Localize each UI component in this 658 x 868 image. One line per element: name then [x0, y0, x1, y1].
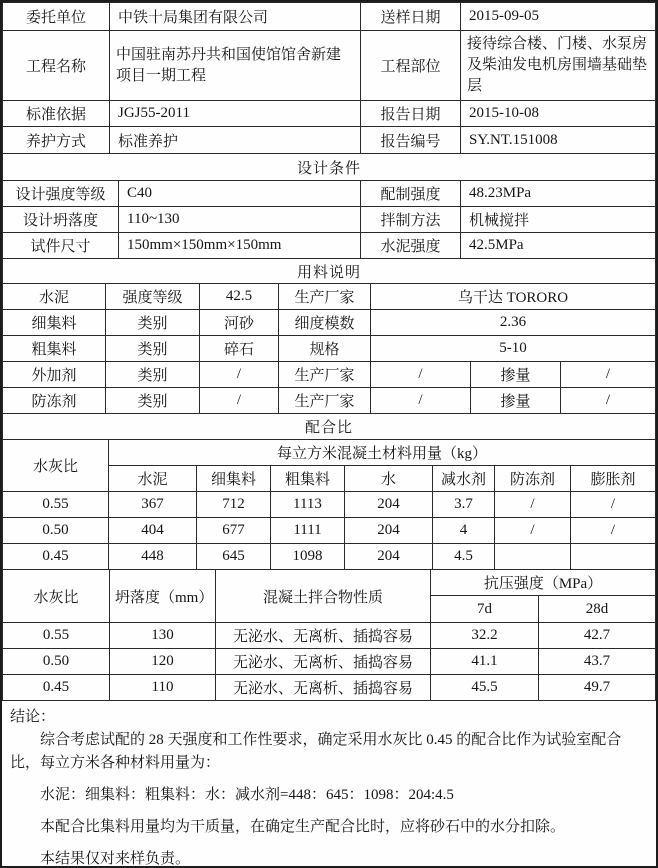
mix-cell	[495, 544, 571, 570]
standard-basis-value: JGJ55-2011	[110, 101, 361, 127]
specimen-size-label: 试件尺寸	[3, 233, 119, 259]
results-data-row	[3, 675, 656, 701]
mix-data-row	[3, 518, 656, 544]
material-manufacturer-value: /	[371, 388, 471, 414]
age-28d-header: 28d	[539, 596, 656, 623]
mix-data-row	[3, 544, 656, 570]
mix-cell: 712	[197, 492, 271, 518]
material-name-cell: 防冻剂	[3, 388, 106, 414]
results-data-row	[3, 649, 656, 675]
material-name-cell: 粗集料	[3, 336, 106, 362]
wcr-cell: 0.45	[3, 675, 110, 701]
mix-cell: 4	[433, 518, 495, 544]
material-dosage-value: /	[561, 362, 656, 388]
strength-28d-cell: 42.7	[539, 623, 656, 649]
entrust-unit-label: 委托单位	[3, 3, 110, 31]
material-info-label: 细度模数	[279, 310, 371, 336]
design-row-specimen	[3, 233, 656, 259]
material-row-fine-aggregate	[3, 310, 656, 336]
report-date-label: 报告日期	[361, 101, 461, 127]
col-header-antifreeze: 防冻剂	[495, 466, 571, 492]
mix-cell: 645	[197, 544, 271, 570]
info-row-curing	[3, 127, 656, 154]
material-info-value: 2.36	[371, 310, 656, 336]
entrust-unit-value: 中铁十局集团有限公司	[110, 3, 361, 31]
mix-cell: 1113	[271, 492, 345, 518]
material-attr-value: /	[200, 388, 279, 414]
mix-cell: 404	[109, 518, 197, 544]
material-name-cell: 细集料	[3, 310, 106, 336]
sample-date-value: 2015-09-05	[461, 3, 656, 31]
report-number-value: SY.NT.151008	[461, 127, 656, 154]
mixture-property-cell: 无泌水、无离析、插捣容易	[216, 623, 431, 649]
mix-header-row-1	[3, 440, 656, 466]
col-header-expansive-agent: 膨胀剂	[571, 466, 656, 492]
material-info-label: 生产厂家	[279, 284, 371, 310]
project-part-value: 接待综合楼、门楼、水泵房及柴油发电机房围墙基础垫层	[461, 31, 656, 101]
results-mixture-header: 混凝土拌合物性质	[216, 570, 431, 623]
age-7d-header: 7d	[431, 596, 539, 623]
mixture-property-cell: 无泌水、无离析、插捣容易	[216, 675, 431, 701]
mix-cell: /	[495, 492, 571, 518]
conclusion-section	[2, 700, 656, 868]
project-name-value: 中国驻南苏丹共和国使馆馆舍新建项目一期工程	[110, 31, 361, 101]
cement-strength-label: 水泥强度	[361, 233, 461, 259]
info-row-standard	[3, 101, 656, 127]
mix-cell: /	[571, 518, 656, 544]
strength-7d-cell: 32.2	[431, 623, 539, 649]
materials-title-row	[3, 259, 656, 284]
mix-cell	[571, 544, 656, 570]
materials-table	[2, 258, 656, 414]
design-conditions-title-row	[3, 154, 656, 181]
mix-ratio-title: 配合比	[3, 414, 656, 440]
wcr-cell: 0.55	[3, 623, 110, 649]
mix-ratio-title-row	[3, 414, 656, 440]
report-date-value: 2015-10-08	[461, 101, 656, 127]
info-row-project	[3, 31, 656, 101]
conclusion-paragraph: 综合考虑试配的 28 天强度和工作性要求，确定采用水灰比 0.45 的配合比作为试验室配合比，每立方米各种材料用量为：	[10, 732, 622, 771]
mix-cell: /	[495, 518, 571, 544]
mixing-method-value: 机械搅拌	[461, 207, 656, 233]
col-header-water-reducer: 减水剂	[433, 466, 495, 492]
conclusion-paragraph: 本结果仅对来样负责。	[40, 851, 191, 867]
strength-7d-cell: 45.5	[431, 675, 539, 701]
design-row-strength	[3, 181, 656, 207]
design-slump-value: 110~130	[119, 207, 361, 233]
mix-cell: 204	[345, 518, 433, 544]
material-attr-label: 类别	[106, 362, 200, 388]
curing-method-value: 标准养护	[110, 127, 361, 154]
wcr-cell: 0.50	[3, 518, 109, 544]
mix-cell: 677	[197, 518, 271, 544]
col-header-cement: 水泥	[109, 466, 197, 492]
cement-strength-value: 42.5MPa	[461, 233, 656, 259]
material-info-label: 生产厂家	[279, 362, 371, 388]
wcr-header: 水灰比	[3, 440, 109, 492]
project-name-label: 工程名称	[3, 31, 110, 101]
material-attr-value: 河砂	[200, 310, 279, 336]
slump-cell: 120	[110, 649, 216, 675]
col-header-fine-aggregate: 细集料	[197, 466, 271, 492]
report-number-label: 报告编号	[361, 127, 461, 154]
compressive-strength-header: 抗压强度（MPa）	[431, 570, 656, 596]
mix-cell: /	[571, 492, 656, 518]
mix-cell: 4.5	[433, 544, 495, 570]
material-dosage-value: /	[561, 388, 656, 414]
mix-cell: 1111	[271, 518, 345, 544]
material-info-label: 生产厂家	[279, 388, 371, 414]
materials-title: 用料说明	[3, 259, 656, 284]
wcr-cell: 0.55	[3, 492, 109, 518]
material-row-coarse-aggregate	[3, 336, 656, 362]
curing-method-label: 养护方式	[3, 127, 110, 154]
mix-ratio-table	[2, 413, 656, 570]
usage-per-m3-header: 每立方米混凝土材料用量（kg）	[109, 440, 656, 466]
design-strength-grade-value: C40	[119, 181, 361, 207]
strength-28d-cell: 49.7	[539, 675, 656, 701]
material-info-value: 5-10	[371, 336, 656, 362]
strength-28d-cell: 43.7	[539, 649, 656, 675]
material-name-cell: 外加剂	[3, 362, 106, 388]
mix-cell: 204	[345, 492, 433, 518]
mix-cell: 3.7	[433, 492, 495, 518]
strength-7d-cell: 41.1	[431, 649, 539, 675]
conclusion-ratio-line: 水泥：细集料：粗集料：水：减水剂=448：645：1098：204:4.5	[40, 787, 454, 803]
material-attr-label: 强度等级	[106, 284, 200, 310]
design-row-slump	[3, 207, 656, 233]
material-attr-value: 碎石	[200, 336, 279, 362]
material-attr-label: 类别	[106, 336, 200, 362]
material-row-admixture	[3, 362, 656, 388]
material-attr-label: 类别	[106, 388, 200, 414]
col-header-coarse-aggregate: 粗集料	[271, 466, 345, 492]
material-row-antifreeze	[3, 388, 656, 414]
mix-cell: 448	[109, 544, 197, 570]
material-attr-label: 类别	[106, 310, 200, 336]
col-header-water: 水	[345, 466, 433, 492]
design-conditions-title: 设计条件	[3, 154, 656, 181]
slump-cell: 110	[110, 675, 216, 701]
sample-date-label: 送样日期	[361, 3, 461, 31]
material-row-cement	[3, 284, 656, 310]
design-slump-label: 设计坍落度	[3, 207, 119, 233]
conclusion-paragraph: 本配合比集料用量均为干质量，在确定生产配合比时，应将砂石中的水分扣除。	[40, 819, 566, 835]
material-attr-value: /	[200, 362, 279, 388]
target-strength-label: 配制强度	[361, 181, 461, 207]
info-row-entrust	[3, 3, 656, 31]
material-info-value: 乌干达 TORORO	[371, 284, 656, 310]
mix-cell: 1098	[271, 544, 345, 570]
material-dosage-label: 掺量	[471, 362, 561, 388]
wcr-cell: 0.50	[3, 649, 110, 675]
mix-cell: 204	[345, 544, 433, 570]
design-conditions-table	[2, 153, 656, 259]
conclusion-heading: 结论：	[10, 709, 56, 725]
material-info-label: 规格	[279, 336, 371, 362]
slump-cell: 130	[110, 623, 216, 649]
wcr-cell: 0.45	[3, 544, 109, 570]
standard-basis-label: 标准依据	[3, 101, 110, 127]
material-manufacturer-value: /	[371, 362, 471, 388]
results-header-row-1	[3, 570, 656, 596]
material-dosage-label: 掺量	[471, 388, 561, 414]
mix-cell: 367	[109, 492, 197, 518]
results-table	[2, 569, 656, 701]
material-name-cell: 水泥	[3, 284, 106, 310]
results-wcr-header: 水灰比	[3, 570, 110, 623]
specimen-size-value: 150mm×150mm×150mm	[119, 233, 361, 259]
design-strength-grade-label: 设计强度等级	[3, 181, 119, 207]
material-attr-value: 42.5	[200, 284, 279, 310]
mix-data-row	[3, 492, 656, 518]
info-table	[2, 2, 656, 154]
results-data-row	[3, 623, 656, 649]
project-part-label: 工程部位	[361, 31, 461, 101]
mixture-property-cell: 无泌水、无离析、插捣容易	[216, 649, 431, 675]
results-slump-header: 坍落度（mm）	[110, 570, 216, 623]
mixing-method-label: 拌制方法	[361, 207, 461, 233]
target-strength-value: 48.23MPa	[461, 181, 656, 207]
